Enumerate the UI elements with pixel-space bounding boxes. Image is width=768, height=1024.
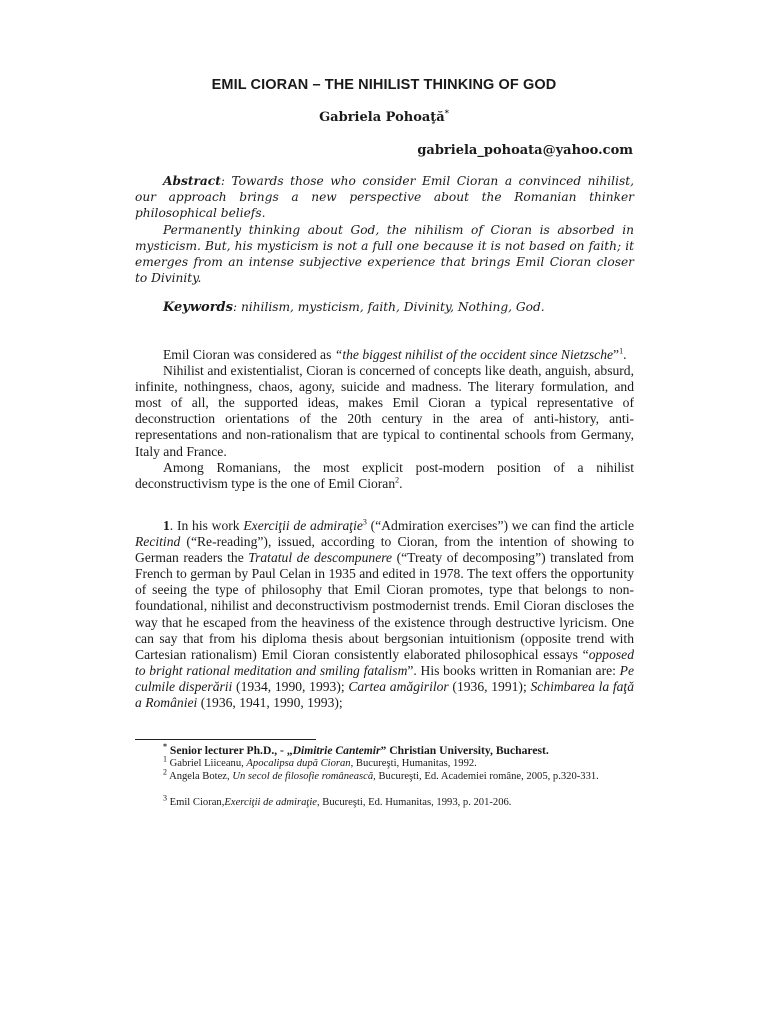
intro-quote: “the biggest nihilist of the occident since Nietzsche	[334, 347, 614, 362]
section-1-paragraph: 1. In his work Exerciţii de admiraţie$^3$ (“Admiration exercises”) we can find the article Recitind (“Re-reading”), issued, according to Cioran, from the intention of showing to German readers the Tratatul de descompunere (“Treaty of decomposing”) translated from French to german by Paul Celan in 1935 and edited in 1978. The text offers the opportunity of seeing the type of philosophy that Emil Cioran promotes, type that belongs to non-foundational, nihilist and deconstructivism postmodernist trends. Emil Cioran discloses the way that he escaped from the heaviness of the existence through destructive lyricism. One can say that from his diploma thesis about bergsonian intuitionism (opposite trend with Cartesian rationalism) Emil Cioran consistently elaborated philosophical essays “opposed to bright rational meditation and smiling fatalism”. His books written in Romanian are: Pe culmile disperării (1934, 1990, 1993); Cartea amăgirilor (1936, 1991); Schimbarea la faţă a României (1936, 1941, 1990, 1993);	[135, 517, 634, 711]
intro-paragraph-2: Nihilist and existentialist, Cioran is concerned of concepts like death, anguish, absurd, infinite, nothingness, chaos, agony, suicide and madness. The literary formulation, and most of all, the supported ideas, makes Emil Cioran a typical representative of deconstruction orientations of the 20th century in the area of anti-history, anti- representations and non-rationalism that are typical to continental schools from Germany, Italy and France.	[135, 363, 634, 459]
footnote-author: * Senior lecturer Ph.D., - „Dimitrie Cantemir” Christian University, Bucharest.	[163, 742, 549, 757]
author-text: Gabriela Pohoaţă	[319, 110, 445, 125]
abstract-paragraph-2: Permanently thinking about God, the nihilism of Cioran is absorbed in mysticism. But, his mysticism is not a full one because it is not based on faith; it emerges from an intense subjective experience that brings Emil Cioran closer to Divinity.	[135, 222, 634, 286]
footnote-separator	[135, 739, 316, 740]
footnote-2: $^2$ Angela Botez, Un secol de filosofie românească, Bucureşti, Ed. Academiei române, 2005, p.320-331.	[163, 767, 599, 782]
footnote-3: $^3$ Emil Cioran,Exerciţii de admiraţie, Bucureşti, Ed. Humanitas, 1993, p. 201-206.	[163, 793, 512, 808]
section-number: 1	[163, 518, 170, 533]
work-title: Tratatul de descompunere	[248, 550, 393, 566]
footnote-ref-1: 1	[619, 346, 624, 356]
keywords-text: nihilism, mysticism, faith, Divinity, Nothing, God.	[240, 300, 545, 314]
abstract-text-1: Towards those who consider Emil Cioran a convinced nihilist, our approach brings a new perspective about the Romanian thinker philosophical beliefs.	[135, 174, 634, 221]
abstract-paragraph-1: Abstract: Towards those who consider Emil Cioran a convinced nihilist, our approach brings a new perspective about the Romanian thinker philosophical beliefs.	[135, 174, 634, 221]
intro-paragraph-3: Among Romanians, the most explicit post-modern position of a nihilist deconstructivism type is the one of Emil Cioran$^2$.	[135, 459, 634, 491]
intro-paragraph-1: Emil Cioran was considered as “the biggest nihilist of the occident since Nietzsche”$^1$.	[163, 346, 627, 362]
section-1	[135, 518, 634, 711]
footnote-ref-2: 2	[395, 475, 400, 485]
book-title: Pe culmile disperării	[135, 662, 634, 694]
work-title: Recitind	[135, 534, 181, 550]
footnote-ref-3: 3	[362, 517, 367, 527]
paper-title: EMIL CIORAN – THE NIHILIST THINKING OF GOD	[211, 77, 557, 93]
introduction	[135, 347, 634, 492]
book-title: Schimbarea la faţă a României	[135, 678, 634, 711]
author-email: gabriela_pohoata@yahoo.com	[417, 143, 633, 158]
footnote-1: $^1$ Gabriel Liiceanu, Apocalipsa după Cioran, Bucureşti, Humanitas, 1992.	[163, 754, 477, 769]
book-title: Cartea amăgirilor	[348, 678, 449, 694]
keywords: Keywords: nihilism, mysticism, faith, Divinity, Nothing, God.	[163, 300, 545, 315]
quoted-phrase: opposed to bright rational meditation and smiling fatalism	[135, 646, 634, 678]
keywords-label: Keywords	[163, 300, 233, 315]
abstract-label: Abstract	[163, 174, 221, 188]
author-name	[0, 107, 768, 125]
work-title: Exerciţii de admiraţie	[243, 518, 363, 533]
abstract	[135, 173, 634, 286]
author-footnote-mark: *	[444, 107, 449, 118]
